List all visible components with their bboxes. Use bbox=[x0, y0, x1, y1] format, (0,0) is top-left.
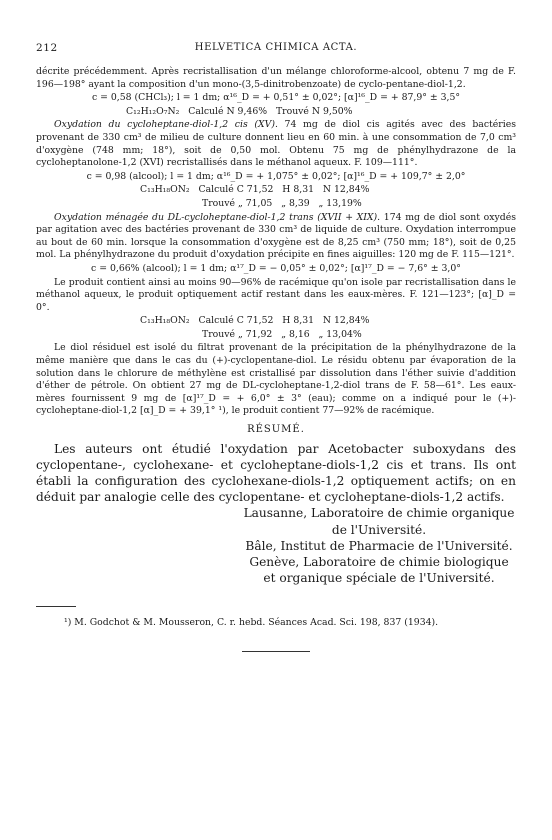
elemental-analysis-3-calc: C₁₃H₁₈ON₂ Calculé C 71,52 H 8,31 N 12,84% bbox=[140, 315, 370, 327]
paragraph-1: décrite précédemment. Après recristallisation d'un mélange chloroforme-alcool, obtenu 7 mg de F. 196—198° ayant la composition d'un mono-(3,5-dinitrobenzoate) de cyclo-pentane-diol-1,2. bbox=[36, 66, 516, 90]
rotation-formula-1: c = 0,58 (CHCl₃); l = 1 dm; α¹⁶_D = + 0,51° ± 0,02°; [α]¹⁶_D = + 87,9° ± 3,5° bbox=[91, 92, 461, 104]
affiliation-geneve: Genève, Laboratoire de chimie biologique et organique spéciale de l'Université. bbox=[249, 555, 509, 586]
page-number: 212 bbox=[36, 42, 58, 54]
rotation-formula-2: c = 0,98 (alcool); l = 1 dm; α¹⁶_D = + 1,075° ± 0,02°; [α]¹⁶_D = + 109,7° ± 2,0° bbox=[86, 170, 466, 182]
affiliation-bale: Bâle, Institut de Pharmacie de l'Université. bbox=[245, 538, 513, 553]
paragraph-3 bbox=[36, 212, 516, 262]
paragraph-5: Le diol résiduel est isolé du filtrat provenant de la précipitation de la phénylhydrazone de la même manière que dans le cas du (+)-cyclopentane-diol. Le résidu obtenu par évaporation de la solution dans le chlorure de méthylène est cristallisé par dissolution dans l'éther suivie d'addition d'éther de pétrole. On obtient 27 mg de DL-cycloheptane-1,2-diol trans de F. 58—61°. Les eaux-mères fournissent 9 mg de [α]¹⁷_D = + 6,0° ± 3° (eau); comme on a indiqué pour le (+)-cycloheptane-diol-1,2 [α]_D = + 39,1° ¹), le produit contient 77—92% de racémique. bbox=[36, 342, 516, 417]
elemental-analysis-3-found: Trouvé „ 71,92 „ 8,16 „ 13,04% bbox=[202, 328, 362, 340]
elemental-analysis-2-found: Trouvé „ 71,05 „ 8,39 „ 13,19% bbox=[202, 197, 362, 209]
resume-text: Les auteurs ont étudié l'oxydation par Acetobacter suboxydans des cyclopentane-, cyclohexane- et cycloheptane-diols-1,2 cis et trans. Ils ont établi la configuration des cyclohexane-diols-1,2 optiquement actifs; on en déduit par analogie celle des cyclopentane- et cycloheptane-diols-1,2 actifs. bbox=[36, 441, 516, 505]
page-header bbox=[36, 42, 516, 56]
paragraph-2-text: 74 mg de diol cis agités avec des bactéries provenant de 330 cm³ de milieu de culture donnent lieu en 60 min. à une consommation de 7,0 cm³ d'oxygène (748 mm; 18°), soit de 0,50 mol. Obtenu 75 mg de phénylhydrazone de la cycloheptanolone-1,2 (XVI) recristallisés dans le méthanol aqueux. F. 109—111°. bbox=[36, 119, 516, 169]
rotation-formula-3: c = 0,66% (alcool); l = 1 dm; α¹⁷_D = − 0,05° ± 0,02°; [α]¹⁷_D = − 7,6° ± 3,0° bbox=[91, 262, 461, 274]
elemental-analysis-1: C₁₂H₁₂O₇N₂ Calculé N 9,46% Trouvé N 9,50% bbox=[126, 105, 353, 117]
section-title-cis-oxidation: Oxydation du cycloheptane-diol-1,2 cis (XV). bbox=[54, 119, 278, 131]
footnote-divider bbox=[36, 606, 76, 607]
paragraph-4: Le produit contient ainsi au moins 90—96% de racémique qu'on isole par recristallisation dans le méthanol aqueux, le produit optiquement actif restant dans les eaux-mères. F. 121—123°; [α]_D = 0°. bbox=[36, 276, 516, 313]
footnote: ¹) M. Godchot & M. Mousseron, C. r. hebd. Séances Acad. Sci. 198, 837 (1934). bbox=[64, 617, 439, 629]
section-title-trans-oxidation: Oxydation ménagée du DL-cycloheptane-diol-1,2 trans (XVII + XIX). bbox=[54, 211, 381, 223]
affiliation-lausanne: Lausanne, Laboratoire de chimie organique de l'Université. bbox=[243, 506, 515, 537]
paragraph-3-text: 174 mg de diol sont oxydés par agitation avec des bactéries provenant de 330 cm³ de liquide de culture. Oxydation interrompue au bout de 60 min. lorsque la consommation d'oxygène est de 8,25 cm³ (750 mm; 18°), soit de 0,25 mol. La phénylhydrazone du produit d'oxydation précipite en fines aiguilles: 120 mg de F. 115—121°. bbox=[36, 211, 516, 261]
end-divider bbox=[242, 651, 310, 652]
resume-heading: RÉSUMÉ. bbox=[247, 424, 305, 436]
paragraph-2 bbox=[36, 119, 516, 169]
journal-title: HELVETICA CHIMICA ACTA. bbox=[194, 42, 358, 53]
article-body bbox=[36, 66, 516, 652]
elemental-analysis-2-calc: C₁₃H₁₈ON₂ Calculé C 71,52 H 8,31 N 12,84% bbox=[140, 184, 370, 196]
